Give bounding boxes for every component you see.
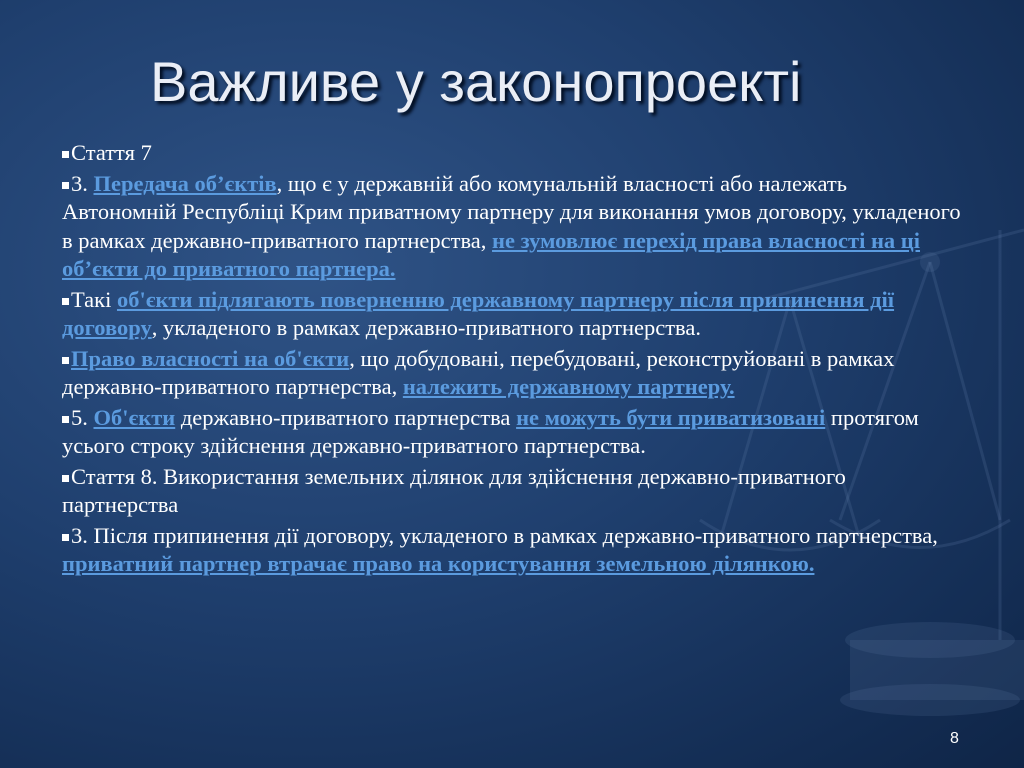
bullet-paragraph (62, 463, 967, 520)
paragraph-text: , що добудовані, перебудовані, реконструйовані в рамках державно-приватного партнерства, (62, 345, 895, 399)
bullet-paragraph (62, 404, 967, 461)
highlighted-link[interactable]: Передача об’єктів (93, 170, 277, 196)
paragraph-text: 3. (71, 170, 94, 196)
highlighted-link[interactable]: Право власності на об'єкти (71, 345, 350, 371)
highlighted-link[interactable]: об'єкти підлягають поверненню державному партнеру після припинення дії договору (62, 286, 895, 340)
square-bullet-icon (62, 534, 69, 541)
slide-title: Важливе у законопроекті (150, 50, 802, 113)
highlighted-link[interactable]: не зумовлює перехід права власності на ці об’єкти до приватного партнера. (62, 227, 921, 281)
paragraph-text: 5. (71, 404, 94, 430)
highlighted-link[interactable]: приватний партнер втрачає право на користування земельною ділянкою. (62, 551, 815, 576)
paragraph-text: 3. Після припинення дії договору, укладеного в рамках державно-приватного партнерства, (71, 522, 938, 548)
paragraph-text: Стаття 7 (71, 140, 152, 165)
bullet-paragraph (62, 345, 967, 402)
paragraph-text: Стаття 8. Використання земельних ділянок для здійснення державно-приватного партнерства (62, 463, 846, 517)
bullet-paragraph (62, 286, 967, 343)
highlighted-link[interactable]: Об'єкти (93, 404, 176, 430)
paragraph-text: державно-приватного партнерства (175, 404, 517, 430)
square-bullet-icon (62, 357, 69, 364)
paragraph-text: , що є у державній або комунальній власності або належать Автономній Республіці Крим приватному партнеру для виконання умов договору, укладеного в рамках державно-приватного партнерства, (62, 170, 961, 253)
square-bullet-icon (62, 416, 69, 423)
bullet-paragraph (62, 170, 967, 284)
bullet-paragraph (62, 139, 967, 168)
paragraph-text: , укладеного в рамках державно-приватного партнерства. (151, 315, 701, 340)
bullet-list (62, 139, 967, 581)
square-bullet-icon (62, 298, 69, 305)
square-bullet-icon (62, 151, 69, 158)
bullet-paragraph (62, 522, 967, 579)
page-number: 8 (950, 730, 959, 747)
square-bullet-icon (62, 475, 69, 482)
highlighted-link[interactable]: належить державному партнеру. (402, 374, 735, 399)
square-bullet-icon (62, 182, 69, 189)
highlighted-link[interactable]: не можуть бути приватизовані (516, 404, 826, 430)
paragraph-text: протягом усього строку здійснення державно-приватного партнерства. (62, 404, 919, 458)
paragraph-text: Такі (71, 286, 117, 312)
